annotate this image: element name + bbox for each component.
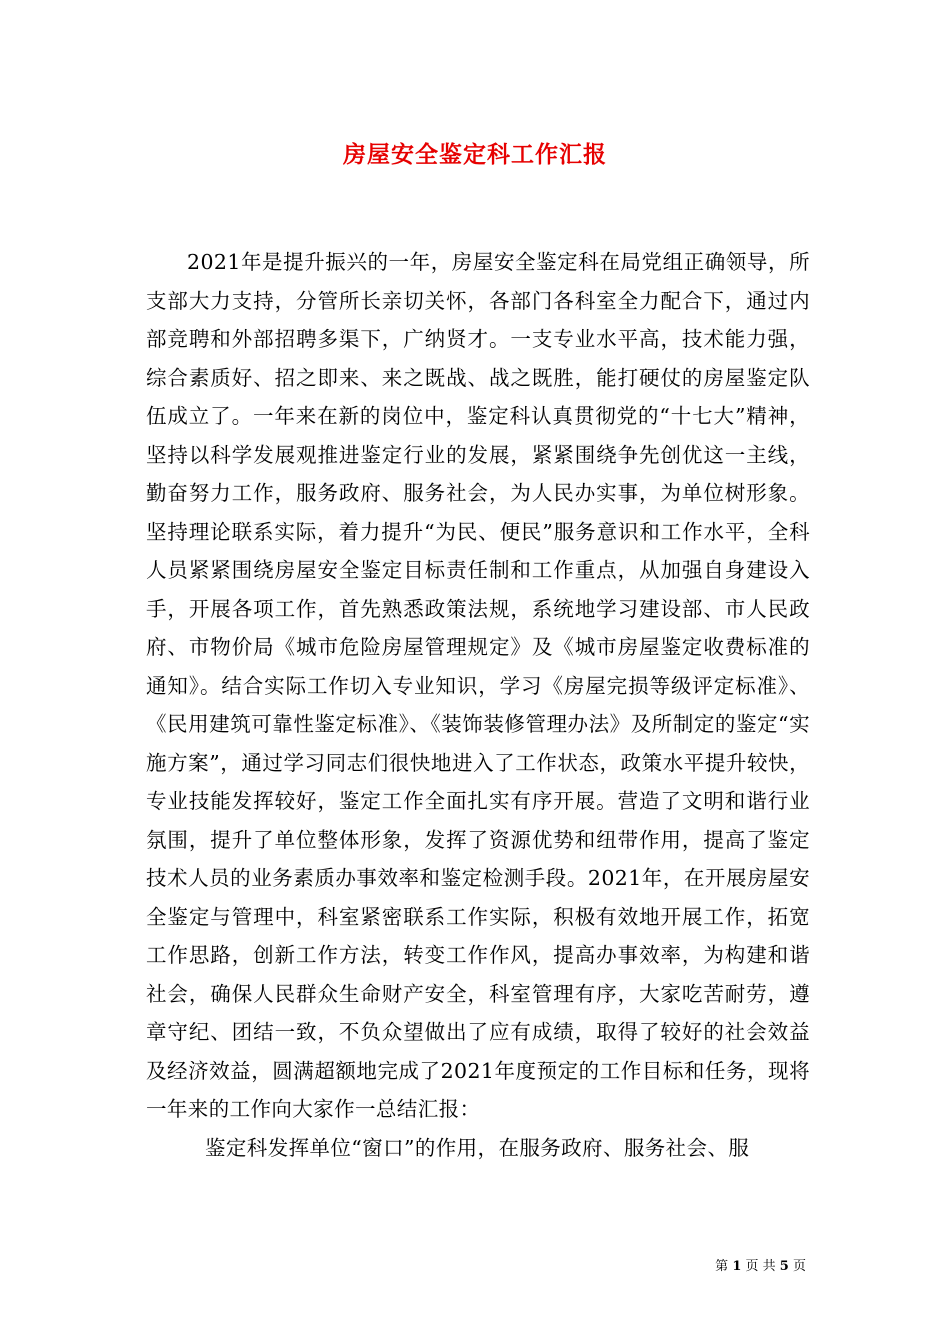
- footer-total-pages: 5: [779, 1259, 789, 1274]
- paragraph-1: 2021年是提升振兴的一年，房屋安全鉴定科在局党组正确领导，所支部大力支持，分管所长亲切关怀，各部门各科室全力配合下，通过内部竞聘和外部招聘多渠下，广纳贤才。一支专业水平高，技术能力强，综合素质好、招之即来、来之既战、战之既胜，能打硬仗的房屋鉴定队伍成立了。一年来在新的岗位中，鉴定科认真贯彻党的“十七大”精神，坚持以科学发展观推进鉴定行业的发展，紧紧围绕争先创优这一主线，勤奋努力工作，服务政府、服务社会，为人民办实事，为单位树形象。坚持理论联系实际，着力提升“为民、便民”服务意识和工作水平，全科人员紧紧围绕房屋安全鉴定目标责任制和工作重点，从加强自身建设入手，开展各项工作，首先熟悉政策法规，系统地学习建设部、市人民政府、市物价局《城市危险房屋管理规定》及《城市房屋鉴定收费标准的通知》。结合实际工作切入专业知识，学习《房屋完损等级评定标准》、《民用建筑可靠性鉴定标准》、《装饰装修管理办法》及所制定的鉴定“实施方案”，通过学习同志们很快地进入了工作状态，政策水平提升较快，专业技能发挥较好，鉴定工作全面扎实有序开展。营造了文明和谐行业氛围，提升了单位整体形象，发挥了资源优势和纽带作用，提高了鉴定技术人员的业务素质办事效率和鉴定检测手段。2021年，在开展房屋安全鉴定与管理中，科室紧密联系工作实际，积极有效地开展工作，拓宽工作思路，创新工作方法，转变工作作风，提高办事效率，为构建和谐社会，确保人民群众生命财产安全，科室管理有序，大家吃苦耐劳，遵章守纪、团结一致，不负众望做出了应有成绩，取得了较好的社会效益及经济效益，圆满超额地完成了2021年度预定的工作目标和任务，现将一年来的工作向大家作一总结汇报：: [146, 250, 810, 1121]
- paragraph-2: 鉴定科发挥单位“窗口”的作用，在服务政府、服务社会、服: [205, 1135, 750, 1160]
- footer-prefix: 第: [715, 1259, 729, 1274]
- footer-middle: 页 共: [745, 1259, 776, 1274]
- document-body: [146, 243, 810, 1167]
- footer-suffix: 页: [792, 1259, 806, 1274]
- footer-current-page: 1: [732, 1259, 742, 1274]
- page-number-footer: [715, 1255, 806, 1274]
- document-title: 房屋安全鉴定科工作汇报: [343, 141, 607, 168]
